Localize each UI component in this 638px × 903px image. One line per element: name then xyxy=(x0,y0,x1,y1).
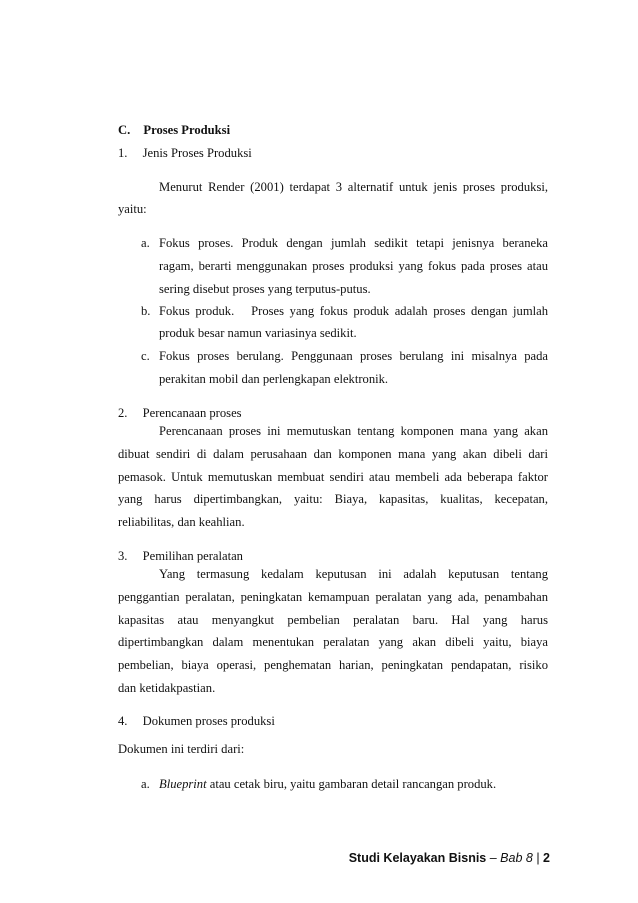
subsection-2-heading xyxy=(118,405,242,421)
s1-item-b-marker: b. xyxy=(141,304,151,318)
s1-item-c-marker: c. xyxy=(141,349,150,363)
s1-item-c-line-1: Fokus proses berulang. Penggunaan proses berulang ini misalnya pada xyxy=(159,349,548,363)
subsection-3-title: Pemilihan peralatan xyxy=(142,549,243,563)
s3-line-1: Yang termasung kedalam keputusan ini adalah keputusan tentang xyxy=(159,567,548,581)
section-heading xyxy=(118,122,230,138)
s1-item-a-line-1: Fokus proses. Produk dengan jumlah sedikit tetapi jenisnya beraneka xyxy=(159,236,548,250)
s4-item-a-text xyxy=(159,776,496,792)
subsection-2-title: Perencanaan proses xyxy=(142,406,242,420)
s3-line-2: penggantian peralatan, peningkatan kemampuan peralatan yang ada, penambahan xyxy=(118,590,548,604)
subsection-3-number: 3. xyxy=(118,549,128,563)
subsection-4-number: 4. xyxy=(118,714,128,728)
s3-line-4: dipertimbangkan dalam menentukan peralatan yang akan dibeli yaitu, biaya xyxy=(118,635,548,649)
s4-intro: Dokumen ini terdiri dari: xyxy=(118,742,245,756)
s4-item-a-marker: a. xyxy=(141,777,150,791)
s4-item-a-term: Blueprint xyxy=(159,777,207,791)
subsection-1-title: Jenis Proses Produksi xyxy=(142,146,252,160)
s1-item-b-line-2: produk besar namun variasinya sedikit. xyxy=(159,326,357,340)
s1-item-a-line-3: sering disebut proses yang terputus-putus. xyxy=(159,282,371,296)
s1-item-a-marker: a. xyxy=(141,236,150,250)
footer-chapter: Bab 8 xyxy=(500,851,533,865)
s4-item-a-rest: atau cetak biru, yaitu gambaran detail rancangan produk. xyxy=(206,777,497,791)
s2-line-5: reliabilitas, dan keahlian. xyxy=(118,515,245,529)
section-title: Proses Produksi xyxy=(143,123,231,137)
subsection-4-title: Dokumen proses produksi xyxy=(142,714,275,728)
page-footer xyxy=(300,850,550,866)
s2-line-3: pemasok. Untuk memutuskan membuat sendiri atau membeli ada beberapa faktor xyxy=(118,470,548,484)
footer-bar: | xyxy=(532,851,544,865)
s1-intro-line-2: yaitu: xyxy=(118,202,147,216)
s3-line-5: pembelian, biaya operasi, penghematan harian, peningkatan pendapatan, risiko xyxy=(118,658,548,672)
s1-item-b-line-1: Fokus produk. Proses yang fokus produk adalah proses dengan jumlah xyxy=(159,304,548,318)
s2-line-4: yang harus dipertimbangkan, yaitu: Biaya, kapasitas, kualitas, kecepatan, xyxy=(118,492,548,506)
subsection-1-number: 1. xyxy=(118,146,128,160)
footer-separator: – xyxy=(486,851,501,865)
s2-line-2: dibuat sendiri di dalam perusahaan dan komponen mana yang akan dibeli dari xyxy=(118,447,548,461)
s1-item-c-line-2: perakitan mobil dan perlengkapan elektronik. xyxy=(159,372,389,386)
subsection-1-heading xyxy=(118,145,252,161)
subsection-3-heading xyxy=(118,548,243,564)
section-letter: C. xyxy=(118,123,131,137)
s2-line-1: Perencanaan proses ini memutuskan tentang komponen mana yang akan xyxy=(159,424,548,438)
footer-title: Studi Kelayakan Bisnis xyxy=(348,851,487,865)
subsection-2-number: 2. xyxy=(118,406,128,420)
s3-line-6: dan ketidakpastian. xyxy=(118,681,216,695)
subsection-4-heading xyxy=(118,713,275,729)
s1-item-a-line-2: ragam, berarti menggunakan proses produksi yang fokus pada proses atau xyxy=(159,259,548,273)
s1-intro-line-1: Menurut Render (2001) terdapat 3 alternatif untuk jenis proses produksi, xyxy=(159,180,548,194)
footer-page-number: 2 xyxy=(543,851,550,865)
s3-line-3: kapasitas atau menyangkut pembelian peralatan baru. Hal yang harus xyxy=(118,613,548,627)
